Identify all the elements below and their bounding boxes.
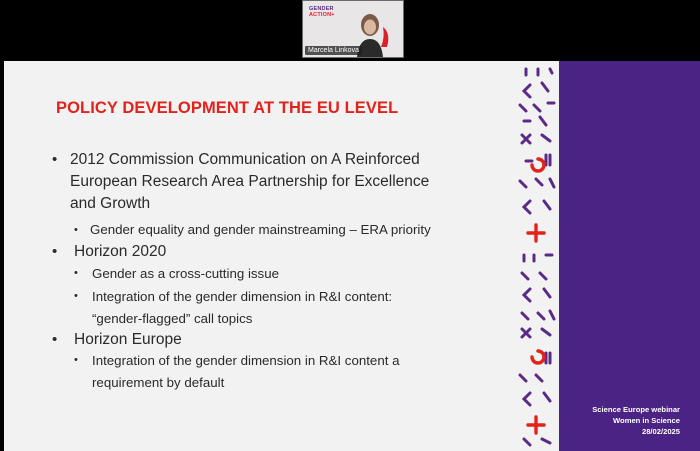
- bullet-1: 2012 Commission Communication on A Reinforced European Research Area Partnership for Excellence and Growth: [70, 151, 430, 212]
- sub-bullet-dot: •: [74, 224, 78, 236]
- decorative-symbol-pattern: [512, 61, 560, 451]
- bullet-3: Horizon Europe: [74, 331, 182, 348]
- sub-bullet-dot: •: [74, 290, 78, 302]
- bullet-2-sub-2: Integration of the gender dimension in R&I content: “gender-flagged” call topics: [92, 289, 393, 326]
- participant-name-label: Marcela Linkova: [305, 46, 362, 55]
- sub-bullet-dot: •: [74, 354, 78, 366]
- slide-title: POLICY DEVELOPMENT AT THE EU LEVEL: [56, 99, 399, 117]
- sub-bullet-dot: •: [74, 267, 78, 279]
- participant-video-tile[interactable]: [302, 0, 404, 58]
- slide-content: [4, 61, 514, 451]
- presentation-slide: [4, 61, 700, 451]
- bullet-2: Horizon 2020: [74, 243, 167, 260]
- purple-side-panel: [559, 61, 700, 451]
- bullet-3-sub-1: Integration of the gender dimension in R&I content a requirement by default: [92, 353, 400, 390]
- bullet-1-sub-1: Gender equality and gender mainstreaming – ERA priority: [90, 222, 431, 237]
- bullet-dot: •: [52, 243, 58, 260]
- gender-action-logo: GENDER ACTION+: [309, 6, 335, 18]
- bullet-2-sub-1: Gender as a cross-cutting issue: [92, 266, 279, 281]
- webinar-footer: Science Europe webinar Women in Science 28/02/2025: [592, 405, 680, 436]
- bullet-dot: •: [52, 151, 58, 168]
- bullet-dot: •: [52, 331, 58, 348]
